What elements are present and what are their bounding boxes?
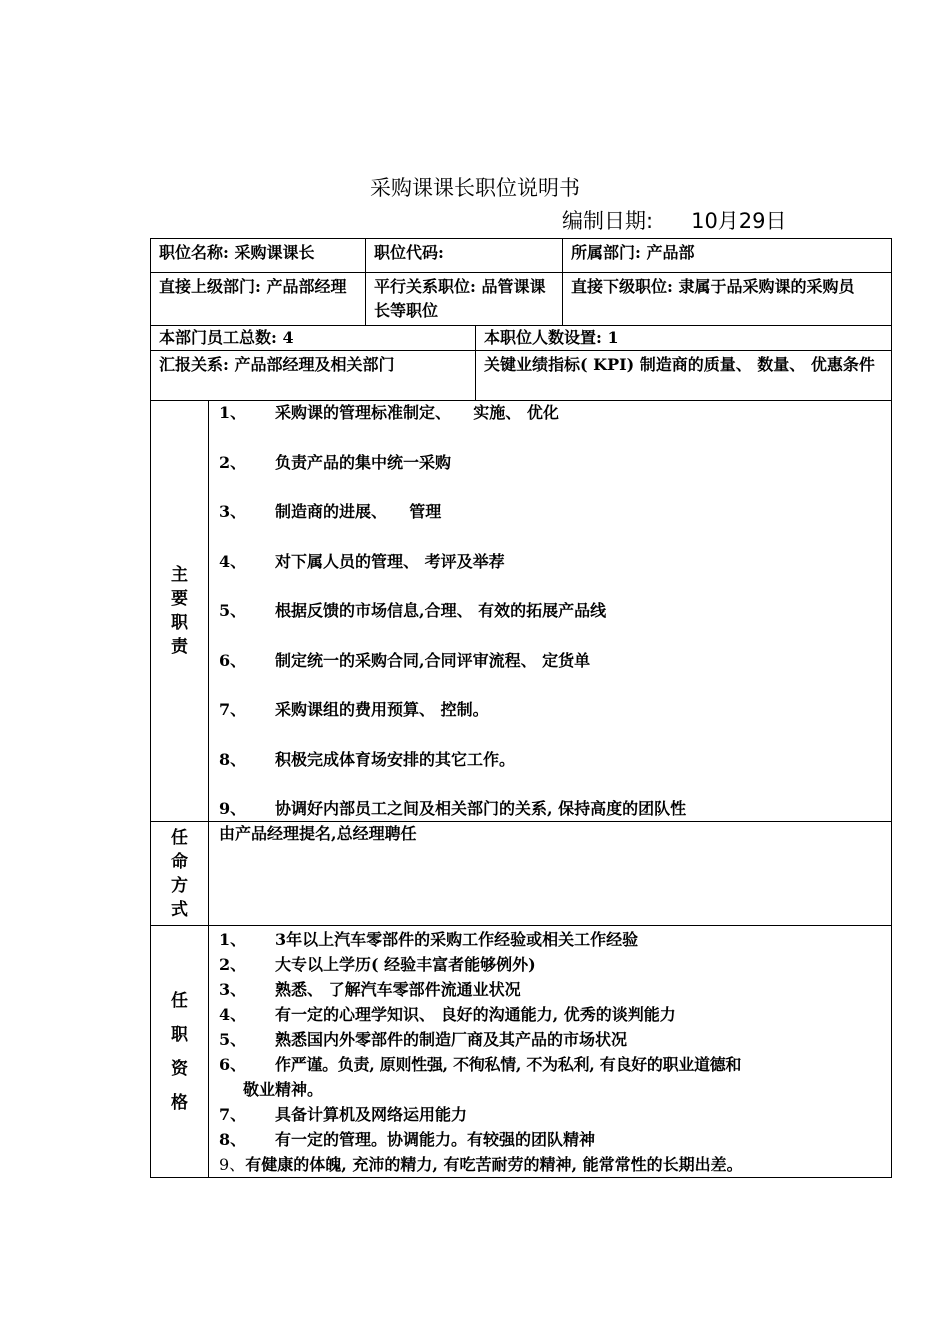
duty-item: 1、 采购课的管理标准制定、 实施、 优化 xyxy=(219,403,559,422)
appointment-label: 任 命 方 式 xyxy=(151,822,209,926)
appointment-text: 由产品经理提名,总经理聘任 xyxy=(209,822,892,926)
qualification-item: 3、 熟悉、 了解汽车零部件流通业状况 xyxy=(219,980,521,999)
qualification-item: 4、 有一定的心理学知识、 良好的沟通能力, 优秀的谈判能力 xyxy=(219,1005,676,1024)
superior-cell: 直接上级部门: 产品部经理 xyxy=(151,273,366,326)
job-description-table xyxy=(150,238,892,1178)
date-label: 编制日期: xyxy=(562,209,654,233)
staff-total-cell: 本部门员工总数: 4 xyxy=(151,326,476,351)
qualifications-list xyxy=(209,926,892,1178)
subordinate-cell: 直接下级职位: 隶属于品采购课的采购员 xyxy=(563,273,892,326)
qualification-item: 2、 大专以上学历( 经验丰富者能够例外) xyxy=(219,955,536,974)
compile-date xyxy=(562,205,787,235)
qualification-item: 7、 具备计算机及网络运用能力 xyxy=(219,1105,468,1124)
position-name-cell: 职位名称: 采购课课长 xyxy=(151,239,366,273)
duty-item: 3、 制造商的进展、 管理 xyxy=(219,502,442,521)
qualification-item-continued: 敬业精神。 xyxy=(243,1080,324,1099)
headcount-cell: 本职位人数设置: 1 xyxy=(476,326,892,351)
qualification-item: 8、 有一定的管理。协调能力。有较强的团队精神 xyxy=(219,1130,596,1149)
qualification-item: 5、 熟悉国内外零部件的制造厂商及其产品的市场状况 xyxy=(219,1030,628,1049)
kpi-cell: 关键业绩指标( KPI) 制造商的质量、 数量、 优惠条件 xyxy=(476,351,892,401)
document-title: 采购课课长职位说明书 xyxy=(370,176,580,200)
parallel-position-cell: 平行关系职位: 品管课课长等职位 xyxy=(366,273,563,326)
duty-item: 9、 协调好内部员工之间及相关部门的关系, 保持高度的团队性 xyxy=(219,799,687,818)
qualification-item: 6、 作严谨。负责, 原则性强, 不徇私情, 不为私利, 有良好的职业道德和 xyxy=(219,1055,742,1074)
duty-item: 6、 制定统一的采购合同,合同评审流程、 定货单 xyxy=(219,650,591,670)
duties-label: 主 要 职 责 xyxy=(151,401,209,822)
report-relation-cell: 汇报关系: 产品部经理及相关部门 xyxy=(151,351,476,401)
duty-item: 5、 根据反馈的市场信息,合理、 有效的拓展产品线 xyxy=(219,601,607,620)
date-value: 10月29日 xyxy=(691,209,787,233)
department-cell: 所属部门: 产品部 xyxy=(563,239,892,273)
duty-item: 7、 采购课组的费用预算、 控制。 xyxy=(219,700,489,719)
position-code-cell: 职位代码: xyxy=(366,239,563,273)
duty-item: 2、 负责产品的集中统一采购 xyxy=(219,452,452,472)
duty-item: 4、 对下属人员的管理、 考评及举荐 xyxy=(219,551,505,571)
duty-item: 8、 积极完成体育场安排的其它工作。 xyxy=(219,749,516,769)
duties-list xyxy=(209,401,892,822)
qualifications-label: 任 职 资 格 xyxy=(151,926,209,1178)
qualification-item: 9、 有健康的体魄, 充沛的精力, 有吃苦耐劳的精神, 能常常性的长期出差。 xyxy=(219,1155,743,1174)
qualification-item: 1、 3年以上汽车零部件的采购工作经验或相关工作经验 xyxy=(219,930,639,949)
